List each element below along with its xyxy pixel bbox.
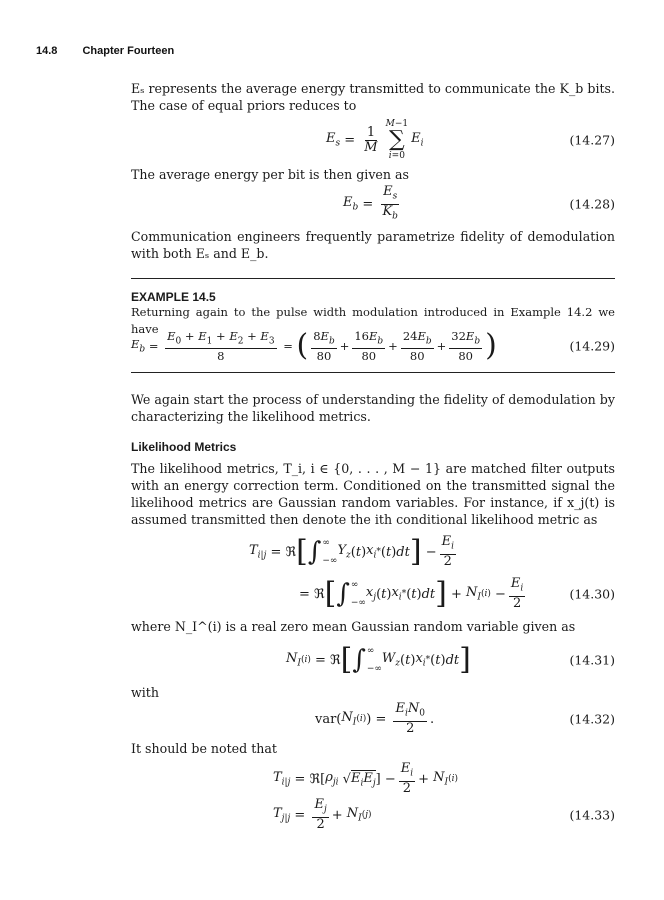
equation-14-29: $E_b$ = $\frac{E_0 + E_1 + E_2 + E_3}{8}$ = ( $\frac{8E_b}{80}$ + $\frac{16E_b}{80}$ + $\frac{24E_b}{80}$ + $\frac{32E_b}{80}$ ) (14.29) — [131, 328, 615, 364]
equation-14-32: var( $N_I$ (i) ) = $\frac{E_iN_0}{2}$ . (14.32) — [315, 701, 615, 736]
paragraph-4: We again start the process of understanding the fidelity of demodulation by characterizing the likelihood metrics. — [131, 392, 615, 424]
equation-14-27: $E_s$ = $\frac{1}{M}$ M−1 ∑ i=0 $E_i$ (14.27) — [326, 119, 615, 161]
paragraph-1: Eₛ represents the average energy transmitted to communicate the K_b bits. The case of equal priors reduces to — [131, 81, 615, 113]
example-title: EXAMPLE 14.5 — [131, 290, 216, 304]
example-bottom-rule — [131, 372, 615, 373]
equation-14-31: $N_I$ (i) = ℜ [ ∫ ∞ −∞ $W_z$ ( t ) $x_i$ * ( t ) dt ] (14.31) — [286, 642, 615, 677]
equation-14-33-line-1: $T_{i|j}$ = ℜ[ $\rho_{ji}$ √ $E_iE_j$ ] − $\frac{E_i}{2}$ + $N_I$ (i) — [273, 761, 459, 796]
equation-number: (14.32) — [569, 711, 615, 727]
section-title: Likelihood Metrics — [131, 440, 237, 454]
equation-number: (14.27) — [569, 132, 615, 148]
equation-number: (14.28) — [569, 196, 615, 212]
paragraph-5: The likelihood metrics, T_i, i ∈ {0, . . . , M − 1} are matched filter outputs with an energy correction term. Conditioned on the transmitted signal the likelihood metrics are Gaussian random variables. For instance, if x_j(t) is assumed transmitted then denote the ith conditional likelihood metric as — [131, 461, 615, 527]
equation-14-30-line-1: $T_{i|j}$ = ℜ [ ∫ ∞ −∞ $Y_z$ ( t ) $x_i$ * ( t ) dt ] − $\frac{E_i}{2}$ — [249, 534, 454, 569]
equation-number: (14.31) — [569, 652, 615, 668]
equation-number: (14.29) — [569, 338, 615, 354]
paragraph-7: with — [131, 685, 159, 700]
paragraph-2: The average energy per bit is then given as — [131, 167, 409, 182]
example-intro: Returning again to the pulse width modulation introduced in Example 14.2 we have — [131, 305, 615, 336]
paragraph-8: It should be noted that — [131, 741, 277, 756]
equation-number: (14.30) — [569, 586, 615, 602]
equation-number: (14.33) — [569, 807, 615, 823]
equation-14-33: $T_{j|j}$ = $\frac{E_j}{2}$ + $N_I$ (j) (14.33) — [273, 797, 615, 832]
equation-14-28: $E_b$ = $\frac{E_s}{K_b}$ (14.28) — [343, 183, 615, 222]
chapter-title: Chapter Fourteen — [82, 45, 175, 57]
paragraph-6: where N_I^(i) is a real zero mean Gaussian random variable given as — [131, 619, 576, 634]
page-number: 14.8 — [36, 45, 58, 57]
equation-14-30: = ℜ [ ∫ ∞ −∞ $x_j$ ( t ) $x_i$ * ( t ) dt ] + $N_I$ (i) − $\frac{E_i}{2}$ (14.30) — [299, 576, 615, 611]
paragraph-3: Communication engineers frequently parametrize fidelity of demodulation with both Eₛ and E_b. — [131, 229, 615, 261]
example-top-rule — [131, 278, 615, 279]
running-header — [36, 45, 174, 57]
